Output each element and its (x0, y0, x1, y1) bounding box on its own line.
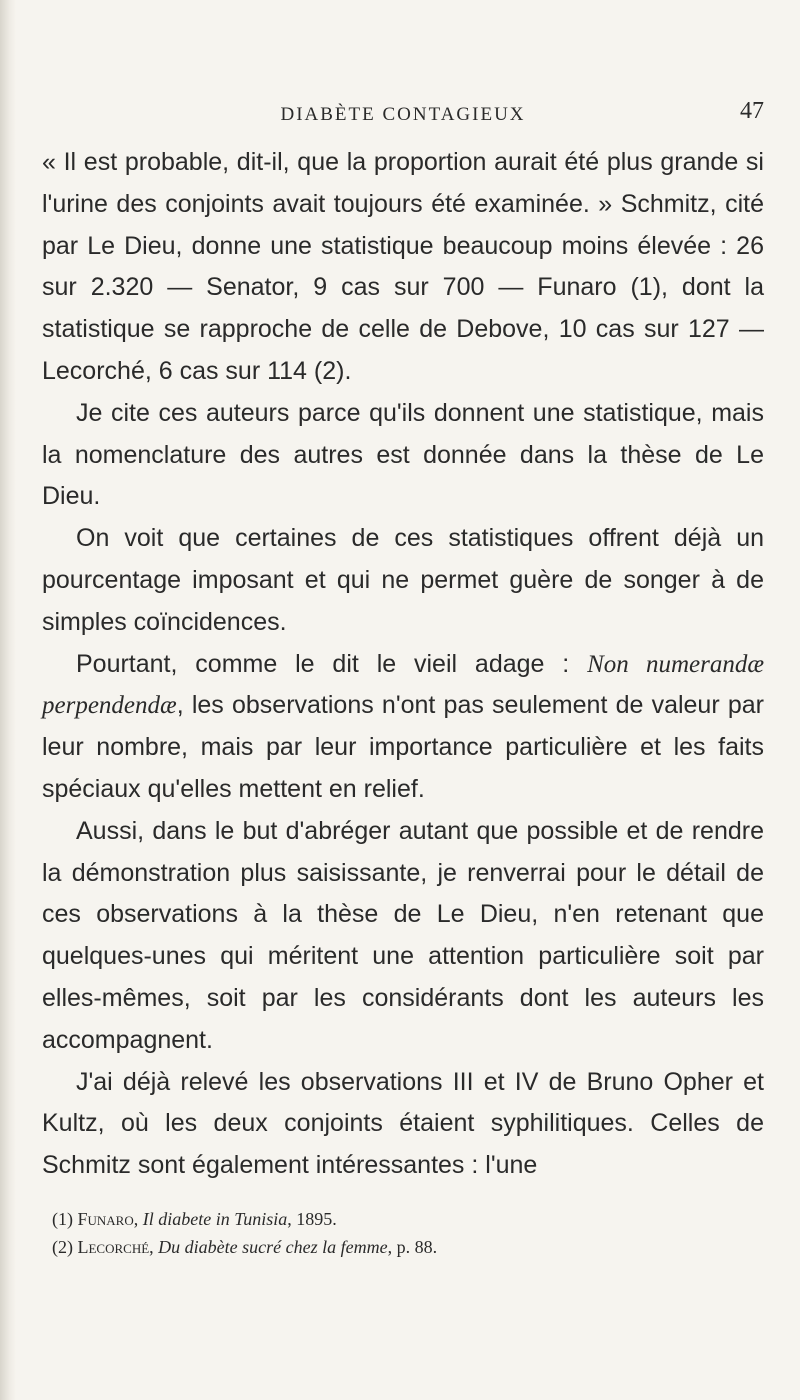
paragraph-4-pre: Pourtant, comme le dit le vieil adage : (76, 649, 588, 678)
footnote-title: Du diabète sucré chez la femme (158, 1236, 388, 1257)
footnote-rest: , p. 88. (387, 1236, 438, 1257)
footnote-1: (1) Funaro, Il diabete in Tunisia, 1895. (52, 1208, 337, 1229)
page-body (42, 142, 764, 1187)
running-title: DIABÈTE CONTAGIEUX (280, 104, 526, 125)
footnote-author: Lecorché (77, 1236, 150, 1257)
paragraph-5: Aussi, dans le but d'abréger autant que possible et de rendre la démonstration plus saisissante, je renverrai pour le détail de ces observations à la thèse de Le Dieu, n'en retenant que quelques-unes qui méritent une attention particulière soit par elles-mêmes, soit par les considérants dont les auteurs les accompagnent. (42, 816, 764, 1054)
paragraph-4-post: , les observations n'ont pas seulement de valeur par leur nombre, mais par leur importance particulière et les faits spéciaux qu'elles mettent en relief. (42, 691, 764, 803)
paragraph-2: Je cite ces auteurs parce qu'ils donnent une statistique, mais la nomenclature des autres est donnée dans la thèse de Le Dieu. (42, 398, 764, 511)
paragraph-6: J'ai déjà relevé les observations III et IV de Bruno Opher et Kultz, où les deux conjoints étaient syphilitiques. Celles de Schmitz sont également intéressantes : l'une (42, 1067, 764, 1180)
footnote-rest: , 1895. (287, 1208, 337, 1229)
footnote-author: Funaro (77, 1208, 134, 1229)
footnotes (42, 1205, 764, 1261)
page-gutter-shadow (0, 0, 16, 1400)
footnote-2: (2) Lecorché, Du diabète sucré chez la femme, p. 88. (52, 1236, 438, 1257)
footnote-number: (2) (52, 1236, 73, 1257)
footnote-number: (1) (52, 1208, 73, 1229)
paragraph-4 (42, 644, 764, 811)
page-number: 47 (740, 98, 764, 124)
latin-adage: Non numerandæ perpendendæ (42, 650, 764, 720)
page-header (42, 96, 764, 136)
paragraph-3: On voit que certaines de ces statistiques offrent déjà un pourcentage imposant et qui ne permet guère de songer à de simples coïncidences. (42, 524, 764, 636)
paragraph-1: « Il est probable, dit-il, que la proportion aurait été plus grande si l'urine des conjoints avait toujours été examinée. » Schmitz, cité par Le Dieu, donne une statistique beaucoup moins élevée : 26 sur 2.320 — Senator, 9 cas sur 700 — Funaro (1), dont la statistique se rapproche de celle de Debove, 10 cas sur 127 — Lecorché, 6 cas sur 114 (2). (42, 148, 764, 385)
footnote-title: Il diabete in Tunisia (142, 1208, 288, 1229)
book-page (42, 96, 764, 1261)
